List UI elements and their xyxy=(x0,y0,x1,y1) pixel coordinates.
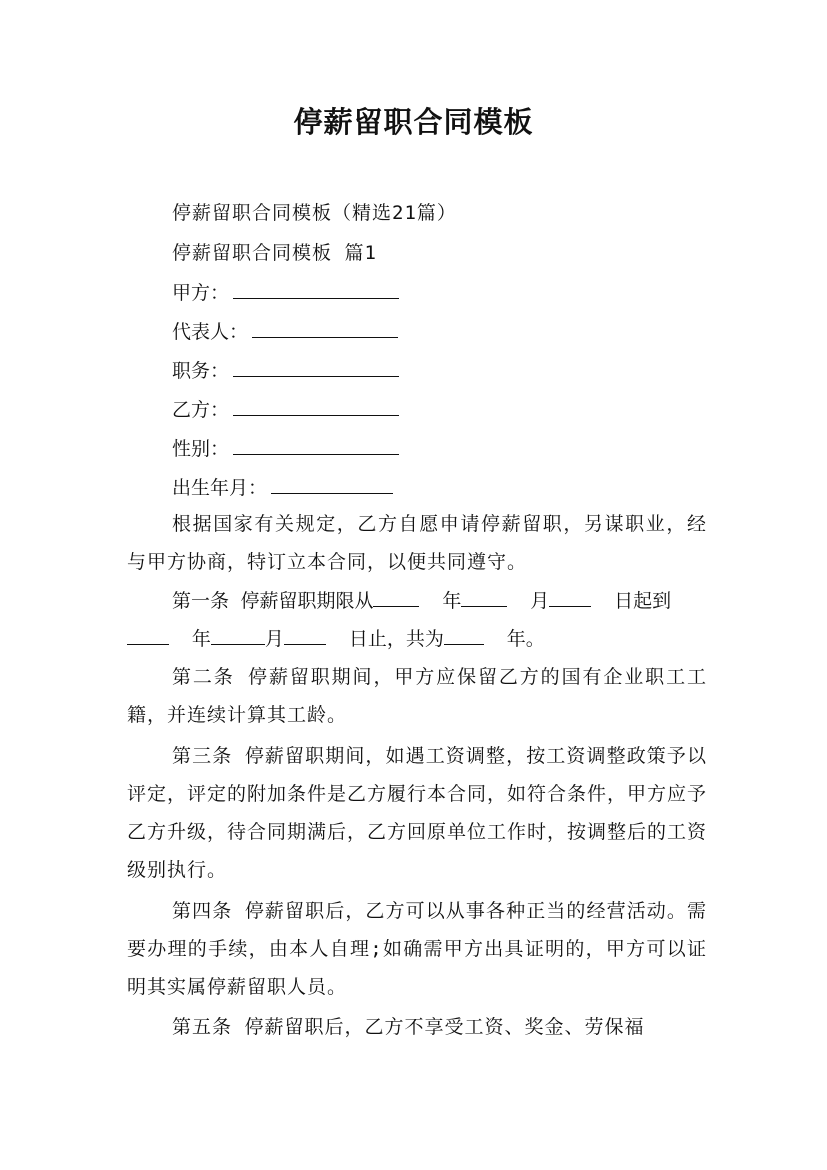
representative-label: 代表人： xyxy=(172,321,249,343)
article1-line2 xyxy=(127,620,717,658)
position-blank xyxy=(233,358,399,377)
party-b-label: 乙方： xyxy=(172,399,230,421)
article1-month-label: 月 xyxy=(530,590,550,612)
article1-lead: 第一条 停薪留职期限从 xyxy=(172,590,374,612)
article1-blank xyxy=(373,588,419,607)
position-label: 职务： xyxy=(172,360,230,382)
article1-year2-label: 年 xyxy=(191,628,211,650)
article1-line1 xyxy=(127,582,717,620)
article1-blank xyxy=(444,626,484,645)
gender-field xyxy=(172,434,399,461)
article1-month2-label: 月 xyxy=(264,628,284,650)
article1-blank xyxy=(461,588,507,607)
intro-paragraph: 根据国家有关规定，乙方自愿申请停薪留职，另谋职业，经与甲方协商，特订立本合同，以便共同遵守。 xyxy=(127,513,707,573)
article1-blank xyxy=(549,588,591,607)
article2-paragraph: 第二条 停薪留职期间，甲方应保留乙方的国有企业职工工籍，并连续计算其工龄。 xyxy=(127,666,707,726)
position-field xyxy=(172,356,399,383)
gender-label: 性别： xyxy=(172,438,230,460)
birth-field xyxy=(172,473,393,500)
party-b-blank xyxy=(233,397,399,416)
article4-paragraph: 第四条 停薪留职后，乙方可以从事各种正当的经营活动。需要办理的手续，由本人自理;如确需甲方出具证明的，甲方可以证明其实属停薪留职人员。 xyxy=(127,900,707,998)
representative-blank xyxy=(252,319,398,338)
party-a-label: 甲方： xyxy=(172,282,230,304)
article5-paragraph: 第五条 停薪留职后，乙方不享受工资、奖金、劳保福 xyxy=(172,1016,645,1038)
article1-years-label: 年。 xyxy=(506,628,545,650)
birth-label: 出生年月： xyxy=(172,477,268,499)
document-subtitle: 停薪留职合同模板（精选21篇） xyxy=(172,202,457,224)
document-title: 停薪留职合同模板 xyxy=(293,105,534,139)
representative-field xyxy=(172,317,398,344)
article1-year-label: 年 xyxy=(442,590,462,612)
article1-blank xyxy=(127,626,169,645)
birth-blank xyxy=(271,475,393,494)
article1-blank xyxy=(211,626,265,645)
party-a-blank xyxy=(233,280,399,299)
gender-blank xyxy=(233,436,399,455)
article1-day2-label: 日止，共为 xyxy=(348,628,444,650)
article3-paragraph: 第三条 停薪留职期间，如遇工资调整，按工资调整政策予以评定，评定的附加条件是乙方履行本合同，如符合条件，甲方应予乙方升级，待合同期满后，乙方回原单位工作时，按调整后的工资级别执行。 xyxy=(127,745,708,881)
party-a-field xyxy=(172,278,399,305)
article1-day-label: 日起到 xyxy=(614,590,672,612)
party-b-field xyxy=(172,395,399,422)
article1-blank xyxy=(284,626,326,645)
section-heading: 停薪留职合同模板 篇1 xyxy=(172,242,377,264)
